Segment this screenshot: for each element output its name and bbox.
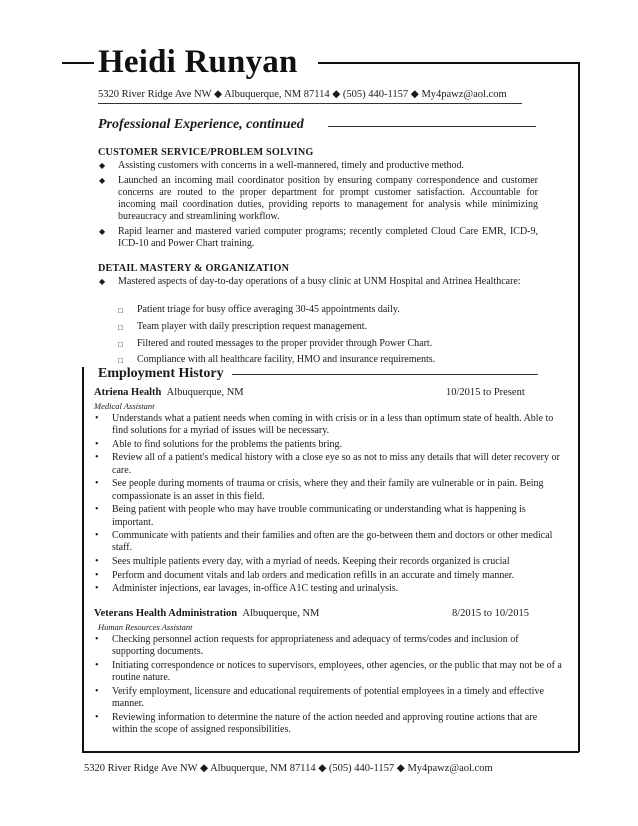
- dot-bullet-icon: •: [95, 413, 99, 424]
- job-dates: 8/2015 to 10/2015: [452, 608, 530, 619]
- detail-mastery-list: [98, 276, 538, 291]
- footer-contact: 5320 River Ridge Ave NW ◆ Albuquerque, NM 87114 ◆ (505) 440-1157 ◆ My4pawz@aol.com: [84, 763, 493, 774]
- list-item: • Review all of a patient's medical history with a close eye so as not to miss any details that will deter recovery or care.: [95, 452, 560, 476]
- job-title: Human Resources Assistant: [98, 622, 193, 632]
- list-item: • Understands what a patient needs when coming in with crisis or in a less than optimum state of health. Able to find solutions for a myriad of issues will be necessary.: [95, 413, 554, 437]
- dot-bullet-icon: •: [95, 478, 99, 490]
- section-title-employment: Employment History: [98, 366, 224, 381]
- header-contact: 5320 River Ridge Ave NW ◆ Albuquerque, NM 87114 ◆ (505) 440-1157 ◆ My4pawz@aol.com: [98, 89, 507, 100]
- list-item: • Initiating correspondence or notices to supervisors, employees, other agencies, or the public that may not be of a routine nature.: [95, 659, 562, 684]
- dot-bullet-icon: •: [95, 530, 99, 542]
- employer-name: Atriena Health: [94, 387, 162, 398]
- dot-bullet-icon: •: [95, 556, 99, 568]
- diamond-bullet-icon: ◆: [99, 175, 106, 185]
- frame-border-right: [578, 62, 580, 752]
- list-item: • See people during moments of trauma or crisis, where they and their family are vulnerable or in pain. Being compassionate is an asset in this field.: [95, 478, 544, 502]
- job-header-atriena: [94, 387, 244, 398]
- employer-location: Albuquerque, NM: [166, 387, 244, 398]
- subhead-detail-mastery: DETAIL MASTERY & ORGANIZATION: [98, 263, 290, 274]
- list-item: • Able to find solutions for the problems the patients bring.: [95, 438, 342, 450]
- square-bullet-icon: □: [118, 322, 123, 332]
- list-item: ◆ Mastered aspects of day-to-day operations of a busy clinic at UNM Hospital and Atrinea Healthcare:: [99, 276, 521, 287]
- job-title: Medical Assistant: [94, 401, 155, 411]
- detail-mastery-sublist: [117, 304, 537, 371]
- dot-bullet-icon: •: [95, 583, 99, 595]
- list-item: ◆ Assisting customers with concerns in a well-mannered, timely and productive method.: [99, 160, 465, 171]
- list-item: • Perform and document vitals and lab orders and medication refills in an accurate and timely manner.: [95, 569, 515, 581]
- frame-border-bottom: [82, 751, 579, 753]
- diamond-bullet-icon: ◆: [99, 227, 106, 237]
- job-header-veterans: [94, 608, 319, 619]
- dot-bullet-icon: •: [95, 711, 99, 723]
- employer-name: Veterans Health Administration: [94, 608, 238, 619]
- section-rule-employment: [232, 374, 538, 375]
- square-bullet-icon: □: [118, 356, 123, 366]
- list-item: • Checking personnel action requests for appropriateness and adequacy of terms/codes and inclusion of supporting documents.: [95, 634, 519, 658]
- frame-border-top-right: [318, 62, 579, 64]
- customer-service-list: [98, 160, 538, 253]
- list-item: • Verify employment, licensure and educational requirements of potential employees in a timely and effective manner.: [95, 685, 544, 710]
- section-title-professional: Professional Experience, continued: [98, 117, 304, 132]
- list-item: □ Compliance with all healthcare facility, HMO and insurance requirements.: [117, 354, 537, 366]
- dot-bullet-icon: •: [95, 659, 99, 671]
- resume-name: Heidi Runyan: [98, 44, 298, 80]
- subhead-customer-service: CUSTOMER SERVICE/PROBLEM SOLVING: [98, 147, 314, 158]
- veterans-duties-list: [92, 634, 562, 738]
- list-item: ◆ Launched an incoming mail coordinator position by ensuring company correspondence and customer concerns are routed to the proper department for prompt customer satisfaction. Accountable for incoming mail coordination duties, providing reports to management for analysis while minimizing bureaucracy and streamlining workflow.: [99, 174, 538, 223]
- list-item: • Reviewing information to determine the nature of the action needed and approving routine actions that are within the scope of assigned responsibilities.: [95, 711, 538, 735]
- list-item: □ Team player with daily prescription request management.: [117, 321, 537, 333]
- list-item: • Sees multiple patients every day, with a myriad of needs. Keeping their records organized is crucial: [95, 556, 510, 568]
- frame-border-top-left: [62, 62, 94, 64]
- dot-bullet-icon: •: [95, 504, 99, 516]
- dot-bullet-icon: •: [95, 569, 99, 581]
- header-divider: [98, 103, 522, 104]
- square-bullet-icon: □: [118, 306, 123, 315]
- list-item: • Administer injections, ear lavages, in-office A1C testing and urinalysis.: [95, 583, 399, 595]
- section-rule-professional: [328, 126, 536, 127]
- list-item: ◆ Rapid learner and mastered varied computer programs; recently completed Cloud Care EMR, ICD-9, ICD-10 and Power Chart training.: [99, 226, 538, 250]
- job-dates: 10/2015 to Present: [446, 387, 525, 398]
- dot-bullet-icon: •: [95, 685, 99, 697]
- square-bullet-icon: □: [118, 339, 123, 349]
- employer-location: Albuquerque, NM: [242, 608, 320, 619]
- dot-bullet-icon: •: [95, 634, 99, 645]
- diamond-bullet-icon: ◆: [99, 277, 106, 286]
- list-item: • Being patient with people who may have trouble communicating or understanding what is happening is important.: [95, 504, 526, 528]
- atriena-duties-list: [92, 413, 562, 597]
- frame-border-left: [82, 367, 84, 752]
- dot-bullet-icon: •: [95, 452, 99, 464]
- list-item: □ Filtered and routed messages to the proper provider through Power Chart.: [117, 338, 537, 350]
- list-item: □ Patient triage for busy office averaging 30-45 appointments daily.: [117, 304, 537, 316]
- dot-bullet-icon: •: [95, 438, 99, 450]
- list-item: • Communicate with patients and their families and often are the go-between them and doctors or other medical staff.: [95, 530, 553, 554]
- diamond-bullet-icon: ◆: [99, 161, 106, 170]
